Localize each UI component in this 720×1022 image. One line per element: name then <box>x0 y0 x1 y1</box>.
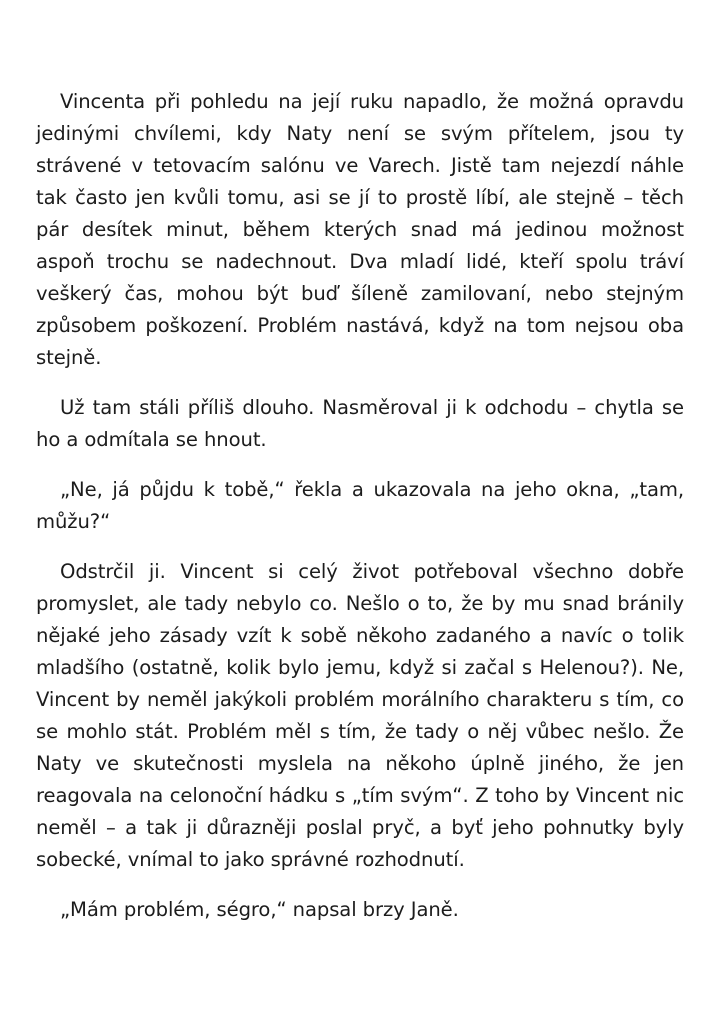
paragraph-2: Už tam stáli příliš dlouho. Nasměroval ji k odchodu – chytla se ho a odmítala se hnout. <box>36 396 684 451</box>
paragraph-5: „Mám problém, ségro,“ napsal brzy Janě. <box>60 898 459 921</box>
paragraph-3: „Ne, já půjdu k tobě,“ řekla a ukazovala na jeho okna, „tam, můžu?“ <box>36 478 684 533</box>
paragraph-4: Odstrčil ji. Vincent si celý život potřeboval všechno dobře promyslet, ale tady nebylo co. Nešlo o to, že by mu snad bránily nějaké jeho zásady vzít k sobě někoho zadaného a navíc o tolik mladšího (ostatně, kolik bylo jemu, když si začal s Helenou?). Ne, Vincent by neměl jakýkoli problém morálního charakteru s tím, co se mohlo stát. Problém měl s tím, že tady o něj vůbec nešlo. Že Naty ve skutečnosti myslela na někoho úplně jiného, že jen reagovala na celonoční hádku s „tím svým“. Z toho by Vincent nic neměl – a tak ji důrazněji poslal pryč, a byť jeho pohnutky byly sobecké, vnímal to jako správné rozhodnutí. <box>36 560 684 871</box>
book-page <box>36 86 684 944</box>
paragraph-1: Vincenta při pohledu na její ruku napadlo, že možná opravdu jedinými chvílemi, kdy Naty není se svým přítelem, jsou ty strávené v tetovacím salónu ve Varech. Jistě tam nejezdí náhle tak často jen kvůli tomu, asi se jí to prostě líbí, ale stejně – těch pár desítek minut, během kterých snad má jedinou možnost aspoň trochu se nadechnout. Dva mladí lidé, kteří spolu tráví veškerý čas, mohou být buď šíleně zamilovaní, nebo stejným způsobem poškození. Problém nastává, když na tom nejsou oba stejně. <box>36 90 684 369</box>
